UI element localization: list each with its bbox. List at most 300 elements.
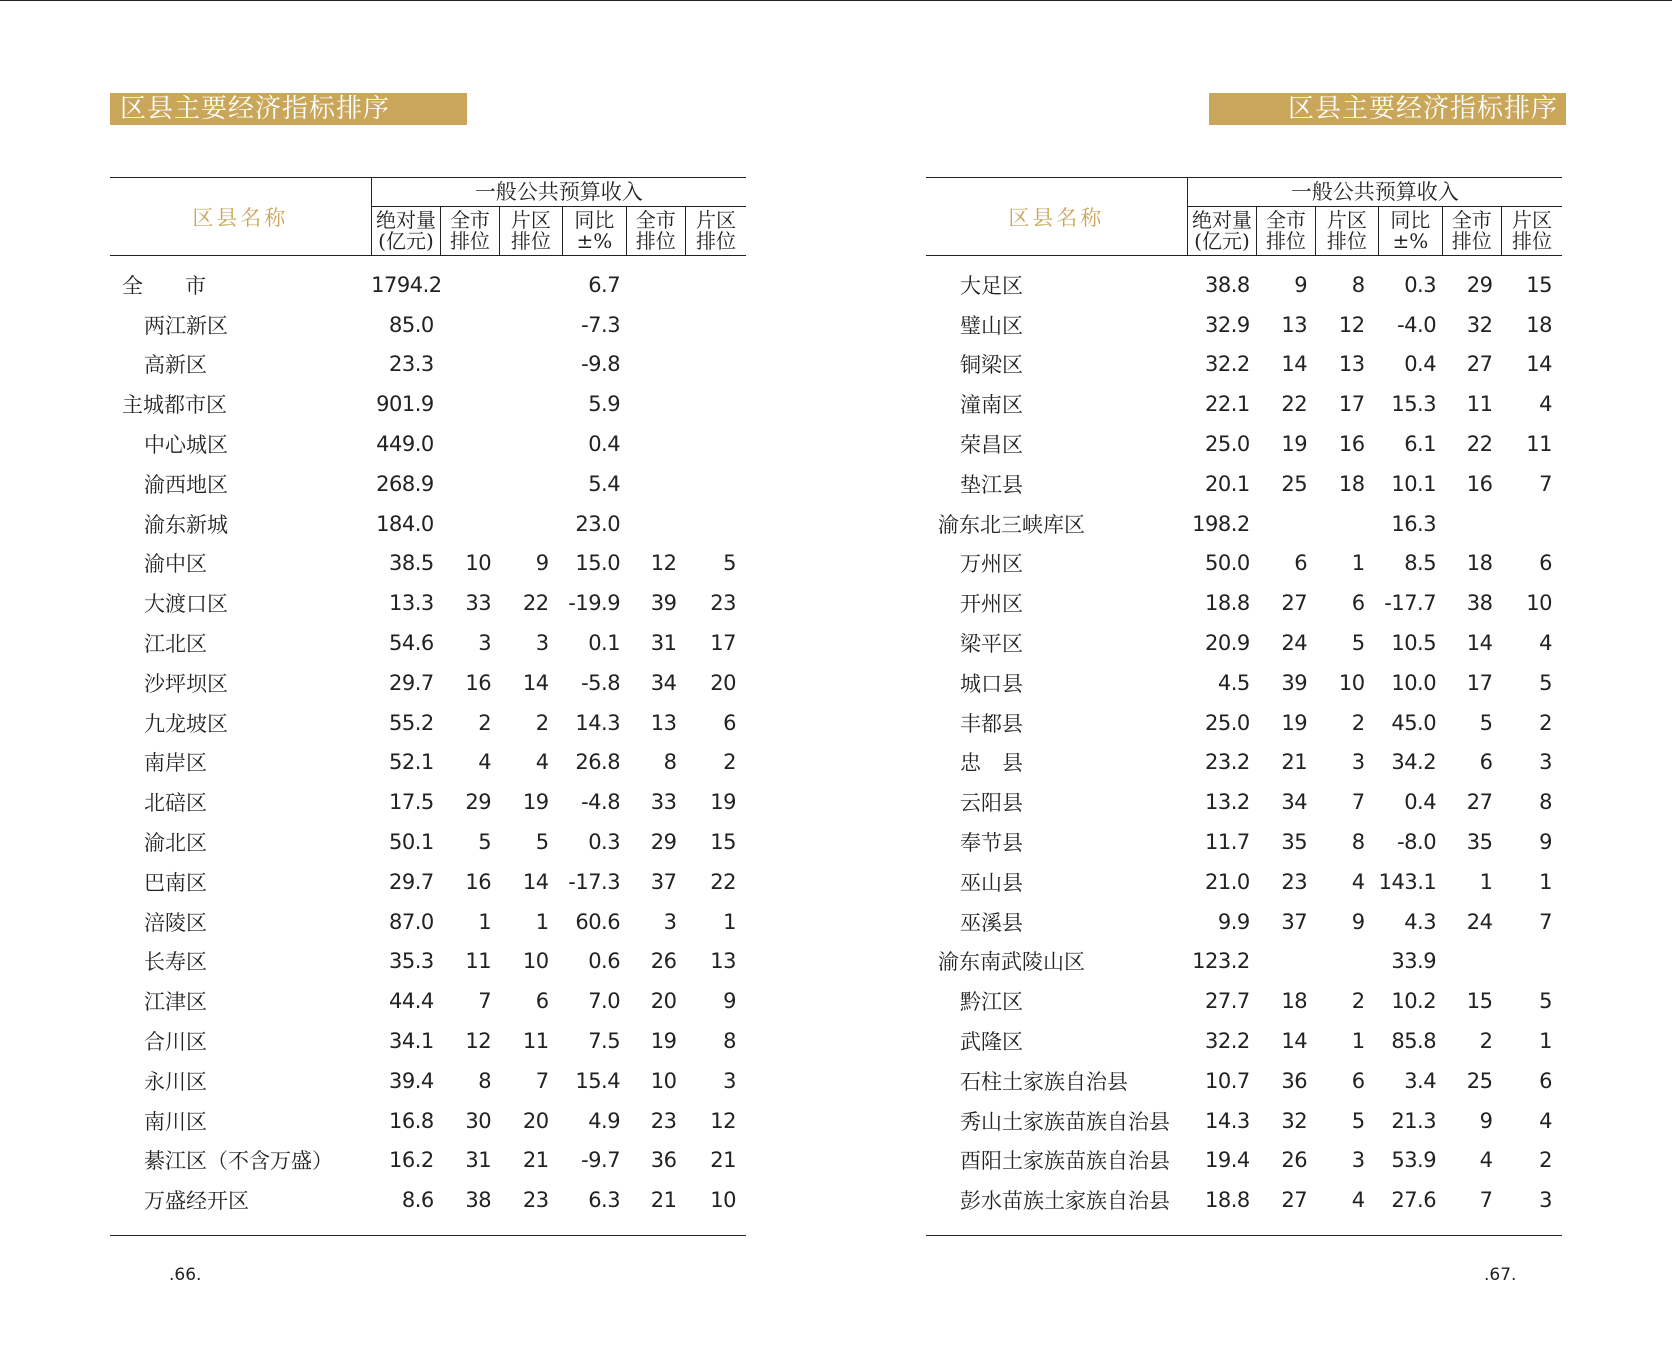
col-header-group: 一般公共预算收入 [1187, 178, 1562, 207]
cell-area-rank-1: 6 [1351, 1068, 1365, 1093]
table-row [926, 782, 1562, 822]
cell-city-rank-2: 27 [1466, 790, 1493, 815]
cell-area-rank-2: 11 [1526, 432, 1552, 457]
table-row [926, 743, 1562, 783]
table-row [110, 822, 746, 862]
cell-area-rank-1: 9 [535, 551, 549, 576]
cell-city-rank-1: 3 [478, 631, 492, 656]
cell-district-name: 忠 县 [960, 751, 1023, 776]
cell-city-rank-1 [441, 424, 499, 464]
cell-city-rank-2: 22 [1466, 432, 1493, 457]
cell-absolute: 449.0 [376, 432, 434, 457]
table-row [926, 1021, 1562, 1061]
cell-city-rank-2: 1 [1479, 869, 1493, 894]
cell-district-name: 合川区 [144, 1030, 207, 1055]
cell-area-rank-1: 10 [1338, 670, 1365, 695]
cell-yoy: 16.3 [1391, 511, 1437, 536]
table-row [110, 743, 746, 783]
cell-district-name: 璧山区 [960, 313, 1023, 338]
cell-area-rank-2: 21 [710, 1148, 736, 1173]
cell-district-name: 全 市 [122, 273, 206, 298]
cell-city-rank-2: 37 [650, 869, 677, 894]
cell-district-name: 江北区 [144, 632, 207, 657]
cell-area-rank-1 [499, 305, 562, 345]
cell-city-rank-1 [441, 265, 499, 305]
cell-absolute: 198.2 [1192, 511, 1250, 536]
table-row [926, 583, 1562, 623]
table-row [926, 305, 1562, 345]
cell-absolute: 13.2 [1205, 790, 1250, 815]
cell-area-rank-1: 8 [1351, 272, 1365, 297]
cell-absolute: 1794.2 [371, 272, 442, 297]
cell-absolute: 21.0 [1205, 869, 1250, 894]
cell-area-rank-2 [1501, 504, 1562, 544]
table-row [926, 623, 1562, 663]
cell-district-name: 渝中区 [144, 552, 207, 577]
cell-yoy: -9.8 [581, 352, 621, 377]
cell-yoy: 4.9 [588, 1108, 621, 1133]
cell-district-name: 秀山土家族苗族自治县 [960, 1109, 1170, 1134]
cell-area-rank-2: 6 [1539, 1068, 1552, 1093]
cell-city-rank-2: 11 [1466, 392, 1493, 417]
cell-area-rank-2: 4 [1539, 392, 1552, 417]
table-row [110, 1061, 746, 1101]
cell-district-name: 綦江区（不含万盛） [144, 1149, 333, 1174]
cell-area-rank-1: 3 [535, 631, 549, 656]
cell-absolute: 22.1 [1205, 392, 1250, 417]
cell-yoy: -4.8 [581, 790, 621, 815]
cell-city-rank-1: 37 [1281, 909, 1308, 934]
cell-district-name: 开州区 [960, 592, 1023, 617]
cell-area-rank-1: 6 [535, 989, 549, 1014]
cell-city-rank-2: 29 [650, 830, 677, 855]
left-banner-title: 区县主要经济指标排序 [110, 93, 467, 125]
cell-area-rank-1: 2 [1351, 989, 1365, 1014]
table-row [110, 663, 746, 703]
cell-absolute: 85.0 [389, 312, 434, 337]
cell-city-rank-1 [1257, 942, 1315, 982]
cell-area-rank-2: 3 [723, 1068, 736, 1093]
table-row [110, 265, 746, 305]
left-table-body [110, 256, 746, 1236]
cell-district-name: 巫山县 [960, 870, 1023, 895]
cell-area-rank-1: 2 [1351, 710, 1365, 735]
cell-absolute: 13.3 [389, 591, 434, 616]
cell-city-rank-2: 15 [1466, 989, 1493, 1014]
cell-city-rank-2 [626, 504, 685, 544]
cell-city-rank-1: 39 [1281, 670, 1308, 695]
cell-yoy: -17.3 [568, 869, 621, 894]
left-data-table [110, 177, 746, 1236]
cell-city-rank-2: 32 [1466, 312, 1493, 337]
col-header-absolute: 绝对量 (亿元) [371, 207, 441, 256]
cell-city-rank-2: 23 [650, 1108, 677, 1133]
right-table-body [926, 256, 1562, 1236]
cell-city-rank-1: 9 [1294, 272, 1308, 297]
cell-absolute: 25.0 [1205, 710, 1250, 735]
cell-city-rank-1: 14 [1281, 1029, 1308, 1054]
cell-absolute: 18.8 [1205, 1188, 1250, 1213]
cell-area-rank-2: 1 [1539, 869, 1552, 894]
cell-city-rank-2: 8 [663, 750, 677, 775]
cell-city-rank-2: 20 [650, 989, 677, 1014]
table-row [926, 265, 1562, 305]
cell-absolute: 87.0 [389, 909, 434, 934]
cell-area-rank-1 [499, 265, 562, 305]
cell-city-rank-1: 19 [1281, 710, 1308, 735]
col-header-area-rank-1: 片区 排位 [1315, 207, 1378, 256]
cell-yoy: 7.5 [588, 1029, 621, 1054]
cell-area-rank-2: 7 [1539, 909, 1552, 934]
cell-area-rank-2: 5 [1539, 989, 1552, 1014]
cell-area-rank-2 [685, 424, 746, 464]
cell-area-rank-1: 19 [522, 790, 549, 815]
cell-area-rank-2 [685, 345, 746, 385]
table-row [926, 504, 1562, 544]
cell-absolute: 23.3 [389, 352, 434, 377]
table-row [926, 981, 1562, 1021]
cell-absolute: 4.5 [1217, 670, 1250, 695]
cell-city-rank-2: 26 [650, 949, 677, 974]
cell-area-rank-2 [685, 305, 746, 345]
cell-yoy: 10.5 [1391, 631, 1437, 656]
col-header-city-rank-2: 全市 排位 [1442, 207, 1501, 256]
cell-city-rank-2 [1442, 942, 1501, 982]
cell-district-name: 大渡口区 [144, 592, 228, 617]
table-row [110, 583, 746, 623]
cell-area-rank-1: 21 [522, 1148, 549, 1173]
cell-absolute: 54.6 [389, 631, 434, 656]
cell-district-name: 万盛经开区 [144, 1189, 249, 1214]
cell-area-rank-1: 10 [522, 949, 549, 974]
table-row [110, 384, 746, 424]
cell-yoy: -19.9 [568, 591, 621, 616]
cell-area-rank-2: 20 [710, 670, 736, 695]
cell-district-name: 主城都市区 [122, 393, 227, 418]
cell-city-rank-1: 7 [478, 989, 492, 1014]
cell-district-name: 奉节县 [960, 831, 1023, 856]
cell-absolute: 11.7 [1205, 830, 1250, 855]
cell-district-name: 垫江县 [960, 472, 1023, 497]
cell-absolute: 34.1 [389, 1029, 434, 1054]
table-row [110, 902, 746, 942]
cell-area-rank-1: 11 [522, 1029, 549, 1054]
cell-city-rank-2: 38 [1466, 591, 1493, 616]
cell-city-rank-1: 1 [478, 909, 492, 934]
cell-city-rank-2: 31 [650, 631, 677, 656]
cell-district-name: 万州区 [960, 552, 1023, 577]
cell-yoy: 6.1 [1404, 432, 1437, 457]
cell-area-rank-1: 18 [1338, 471, 1365, 496]
cell-yoy: -4.0 [1397, 312, 1437, 337]
cell-city-rank-1: 36 [1281, 1068, 1308, 1093]
cell-area-rank-1 [499, 464, 562, 504]
cell-city-rank-1: 8 [478, 1068, 492, 1093]
cell-city-rank-2: 3 [663, 909, 677, 934]
cell-city-rank-1: 32 [1281, 1108, 1308, 1133]
cell-area-rank-2 [685, 265, 746, 305]
table-row [110, 345, 746, 385]
cell-yoy: 15.4 [575, 1068, 621, 1093]
cell-district-name: 彭水苗族土家族自治县 [960, 1189, 1170, 1214]
cell-yoy: 143.1 [1378, 869, 1437, 894]
cell-absolute: 19.4 [1205, 1148, 1250, 1173]
cell-city-rank-2: 36 [650, 1148, 677, 1173]
cell-yoy: 7.0 [588, 989, 621, 1014]
table-row [110, 1021, 746, 1061]
cell-district-name: 渝东南武陵山区 [938, 950, 1085, 975]
cell-absolute: 29.7 [389, 869, 434, 894]
cell-city-rank-2: 9 [1479, 1108, 1493, 1133]
cell-absolute: 38.8 [1205, 272, 1250, 297]
cell-city-rank-1 [441, 504, 499, 544]
table-row [926, 703, 1562, 743]
cell-district-name: 大足区 [960, 273, 1023, 298]
cell-city-rank-1: 23 [1281, 869, 1308, 894]
col-header-yoy: 同比 ±% [1379, 207, 1442, 256]
cell-city-rank-1: 13 [1281, 312, 1308, 337]
cell-district-name: 丰都县 [960, 711, 1023, 736]
cell-yoy: 26.8 [575, 750, 621, 775]
cell-city-rank-1: 16 [465, 670, 492, 695]
cell-district-name: 九龙坡区 [144, 711, 228, 736]
cell-absolute: 32.9 [1205, 312, 1250, 337]
cell-district-name: 北碚区 [144, 791, 207, 816]
table-row [926, 862, 1562, 902]
right-data-table [926, 177, 1562, 1236]
cell-area-rank-2 [685, 384, 746, 424]
cell-district-name: 渝东新城 [144, 512, 228, 537]
cell-yoy: 0.4 [588, 432, 621, 457]
cell-area-rank-1 [1315, 942, 1378, 982]
cell-city-rank-2: 12 [650, 551, 677, 576]
cell-area-rank-2: 7 [1539, 471, 1552, 496]
cell-area-rank-2: 19 [710, 790, 736, 815]
cell-absolute: 32.2 [1205, 1029, 1250, 1054]
cell-area-rank-2: 8 [723, 1029, 736, 1054]
cell-absolute: 10.7 [1205, 1068, 1250, 1093]
cell-area-rank-2: 23 [710, 591, 736, 616]
table-row [926, 544, 1562, 584]
cell-area-rank-2: 12 [710, 1108, 736, 1133]
cell-city-rank-1: 21 [1281, 750, 1308, 775]
cell-city-rank-2: 25 [1466, 1068, 1493, 1093]
cell-area-rank-1: 20 [522, 1108, 549, 1133]
cell-area-rank-1 [499, 504, 562, 544]
cell-area-rank-1: 4 [1351, 869, 1365, 894]
cell-area-rank-1: 7 [535, 1068, 549, 1093]
cell-yoy: 23.0 [575, 511, 621, 536]
cell-city-rank-1: 26 [1281, 1148, 1308, 1173]
table-row [110, 782, 746, 822]
cell-area-rank-1: 9 [1351, 909, 1365, 934]
cell-absolute: 184.0 [376, 511, 434, 536]
cell-area-rank-2: 8 [1539, 790, 1552, 815]
right-banner-title: 区县主要经济指标排序 [1209, 93, 1566, 125]
cell-city-rank-1: 12 [465, 1029, 492, 1054]
cell-district-name: 酉阳土家族苗族自治县 [960, 1149, 1170, 1174]
table-row [926, 1061, 1562, 1101]
col-header-district-name: 区县名称 [110, 178, 371, 256]
cell-yoy: -5.8 [581, 670, 621, 695]
table-row [926, 902, 1562, 942]
cell-district-name: 涪陵区 [144, 910, 207, 935]
cell-city-rank-1: 2 [478, 710, 492, 735]
cell-district-name: 中心城区 [144, 433, 228, 458]
table-row [110, 464, 746, 504]
cell-city-rank-2: 24 [1466, 909, 1493, 934]
col-header-district-name: 区县名称 [926, 178, 1187, 256]
table-row [110, 703, 746, 743]
cell-absolute: 39.4 [389, 1068, 434, 1093]
cell-area-rank-2: 10 [1526, 591, 1552, 616]
cell-yoy: 53.9 [1391, 1148, 1437, 1173]
cell-absolute: 8.6 [401, 1188, 434, 1213]
cell-area-rank-1: 6 [1351, 591, 1365, 616]
cell-yoy: 45.0 [1391, 710, 1437, 735]
cell-absolute: 16.8 [389, 1108, 434, 1133]
cell-district-name: 渝东北三峡库区 [938, 512, 1085, 537]
table-row [110, 862, 746, 902]
cell-area-rank-2: 2 [1539, 1148, 1552, 1173]
cell-yoy: 15.3 [1391, 392, 1437, 417]
cell-yoy: 5.9 [588, 392, 621, 417]
cell-area-rank-2: 9 [1539, 830, 1552, 855]
cell-yoy: -17.7 [1384, 591, 1437, 616]
cell-district-name: 南川区 [144, 1109, 207, 1134]
cell-city-rank-1: 38 [465, 1188, 492, 1213]
cell-area-rank-1: 5 [1351, 631, 1365, 656]
cell-yoy: 27.6 [1391, 1188, 1437, 1213]
cell-area-rank-1: 13 [1338, 352, 1365, 377]
cell-yoy: 4.3 [1404, 909, 1437, 934]
table-row [110, 1180, 746, 1220]
cell-area-rank-2: 2 [1539, 710, 1552, 735]
cell-city-rank-1 [1257, 504, 1315, 544]
cell-absolute: 29.7 [389, 670, 434, 695]
cell-district-name: 石柱土家族自治县 [960, 1069, 1128, 1094]
cell-area-rank-1: 4 [535, 750, 549, 775]
cell-district-name: 长寿区 [144, 950, 207, 975]
cell-area-rank-2 [685, 504, 746, 544]
cell-city-rank-2: 34 [650, 670, 677, 695]
cell-area-rank-1: 16 [1338, 432, 1365, 457]
cell-absolute: 14.3 [1205, 1108, 1250, 1133]
cell-city-rank-2: 14 [1466, 631, 1493, 656]
cell-city-rank-1 [441, 345, 499, 385]
cell-district-name: 巴南区 [144, 870, 207, 895]
cell-area-rank-2: 3 [1539, 750, 1552, 775]
cell-district-name: 城口县 [960, 671, 1023, 696]
cell-district-name: 荣昌区 [960, 433, 1023, 458]
cell-city-rank-1: 33 [465, 591, 492, 616]
cell-city-rank-2 [626, 265, 685, 305]
cell-city-rank-2: 29 [1466, 272, 1493, 297]
cell-city-rank-1: 35 [1281, 830, 1308, 855]
table-row [110, 981, 746, 1021]
cell-yoy: 21.3 [1391, 1108, 1437, 1133]
cell-absolute: 35.3 [389, 949, 434, 974]
cell-absolute: 52.1 [389, 750, 434, 775]
cell-district-name: 巫溪县 [960, 910, 1023, 935]
cell-area-rank-2: 15 [710, 830, 736, 855]
col-header-city-rank-2: 全市 排位 [626, 207, 685, 256]
cell-area-rank-2: 2 [723, 750, 736, 775]
left-page-number: .66. [169, 1265, 202, 1285]
table-row [110, 1101, 746, 1141]
cell-yoy: 0.6 [588, 949, 621, 974]
cell-yoy: 8.5 [1404, 551, 1437, 576]
table-row [926, 663, 1562, 703]
left-page [110, 0, 750, 1353]
table-row [110, 305, 746, 345]
cell-area-rank-1: 14 [522, 869, 549, 894]
cell-city-rank-1: 6 [1294, 551, 1308, 576]
cell-district-name: 江津区 [144, 990, 207, 1015]
cell-area-rank-1: 17 [1338, 392, 1365, 417]
cell-area-rank-2: 4 [1539, 631, 1552, 656]
cell-absolute: 38.5 [389, 551, 434, 576]
cell-area-rank-1: 2 [535, 710, 549, 735]
cell-yoy: 0.4 [1404, 352, 1437, 377]
cell-yoy: 0.4 [1404, 790, 1437, 815]
table-row [110, 942, 746, 982]
cell-district-name: 武隆区 [960, 1030, 1023, 1055]
cell-area-rank-2: 1 [723, 909, 736, 934]
cell-city-rank-1: 16 [465, 869, 492, 894]
cell-absolute: 44.4 [389, 989, 434, 1014]
table-row [110, 504, 746, 544]
cell-city-rank-2: 13 [650, 710, 677, 735]
right-page-number: .67. [1484, 1265, 1517, 1285]
table-row [110, 1141, 746, 1181]
cell-yoy: 10.0 [1391, 670, 1437, 695]
cell-absolute: 17.5 [389, 790, 434, 815]
cell-area-rank-1: 14 [522, 670, 549, 695]
cell-absolute: 9.9 [1217, 909, 1250, 934]
cell-absolute: 55.2 [389, 710, 434, 735]
cell-area-rank-2: 1 [1539, 1029, 1552, 1054]
cell-yoy: -7.3 [581, 312, 621, 337]
cell-city-rank-1 [441, 464, 499, 504]
cell-district-name: 永川区 [144, 1069, 207, 1094]
cell-area-rank-2: 6 [723, 710, 736, 735]
cell-city-rank-2: 21 [650, 1188, 677, 1213]
cell-yoy: 34.2 [1391, 750, 1437, 775]
cell-city-rank-1: 31 [465, 1148, 492, 1173]
table-row [926, 424, 1562, 464]
col-header-area-rank-2: 片区 排位 [685, 207, 746, 256]
cell-yoy: -9.7 [581, 1148, 621, 1173]
col-header-area-rank-2: 片区 排位 [1501, 207, 1562, 256]
cell-district-name: 两江新区 [144, 313, 228, 338]
cell-city-rank-2: 17 [1466, 670, 1493, 695]
col-header-absolute: 绝对量 (亿元) [1187, 207, 1257, 256]
cell-city-rank-2 [626, 345, 685, 385]
cell-absolute: 23.2 [1205, 750, 1250, 775]
cell-city-rank-1: 10 [465, 551, 492, 576]
cell-city-rank-1: 11 [465, 949, 492, 974]
cell-absolute: 18.8 [1205, 591, 1250, 616]
cell-city-rank-2 [626, 464, 685, 504]
cell-area-rank-2: 18 [1526, 312, 1552, 337]
cell-city-rank-2: 18 [1466, 551, 1493, 576]
cell-area-rank-2: 14 [1526, 352, 1552, 377]
cell-absolute: 123.2 [1192, 949, 1250, 974]
cell-city-rank-2: 4 [1479, 1148, 1493, 1173]
cell-yoy: 5.4 [588, 471, 621, 496]
cell-city-rank-1: 27 [1281, 591, 1308, 616]
